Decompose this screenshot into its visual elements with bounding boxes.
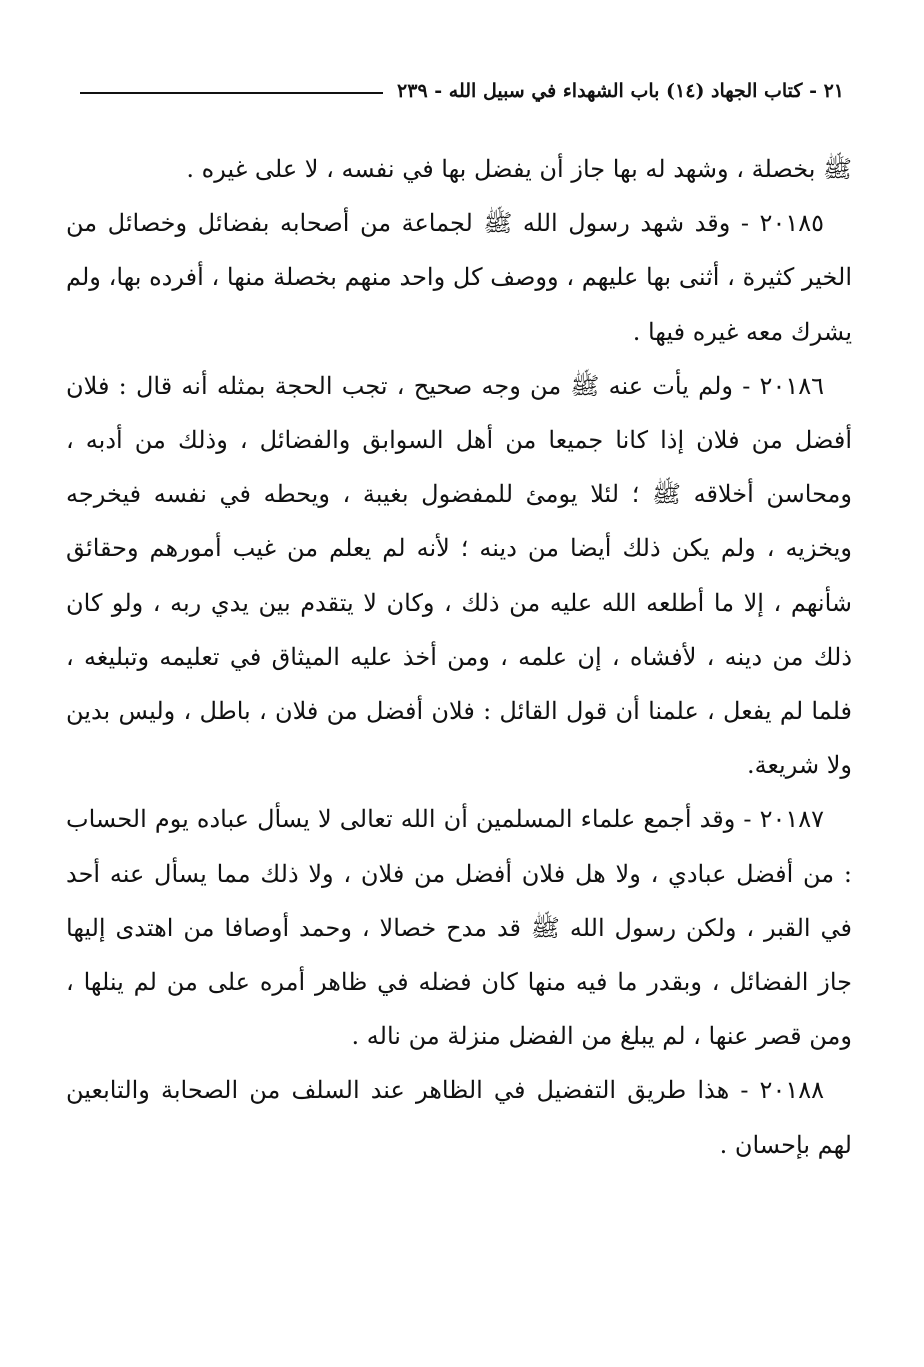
paragraph-20186: ٢٠١٨٦ - ولم يأت عنه ﷺ من وجه صحيح ، تجب الحجة بمثله أنه قال : فلان أفضل من فلان إذا كانا جميعا من أهل السوابق والفضائل ، وذلك من أدبه ، ومحاسن أخلاقه ﷺ ؛ لئلا يومئ للمفضول بغيبة ، ويحطه في نفسه فيخرجه ويخزيه ، ولم يكن ذلك أيضا من دينه ؛ لأنه لم يعلم من غيب أمورهم وحقائق شأنهم ، إلا ما أطلعه الله عليه من ذلك ، وكان لا يتقدم بين يدي ربه ، ولو كان ذلك من دينه ، لأفشاه ، إن علمه ، ومن أخذ عليه الميثاق في تعليمه وتبليغه ، فلما لم يفعل ، علمنا أن قول القائل : فلان أفضل من فلان ، باطل ، وليس بدين ولا شريعة. (66, 371, 852, 780)
running-header (80, 76, 844, 106)
header-rule (80, 92, 383, 94)
body-text (66, 142, 852, 1172)
paragraph-20187: ٢٠١٨٧ - وقد أجمع علماء المسلمين أن الله تعالى لا يسأل عباده يوم الحساب : من أفضل عبادي ، ولا هل فلان أفضل من فلان ، ولا ذلك مما يسأل عنه أحد في القبر ، ولكن رسول الله ﷺ قد مدح خصالا ، وحمد أوصافا من اهتدى إليها جاز الفضائل ، وبقدر ما فيه منها كان فضله في ظاهر أمره على من لم ينلها ، ومن قصر عنها ، لم يبلغ من الفضل منزلة من ناله . (66, 805, 852, 1051)
paragraph-20188: ٢٠١٨٨ - هذا طريق التفضيل في الظاهر عند السلف من الصحابة والتابعين لهم بإحسان . (66, 1076, 852, 1159)
paragraph-continuation: ﷺ بخصلة ، وشهد له بها جاز أن يفضل بها في نفسه ، لا على غيره . (186, 155, 852, 183)
paragraph-20185: ٢٠١٨٥ - وقد شهد رسول الله ﷺ لجماعة من أصحابه بفضائل وخصائل من الخير كثيرة ، أثنى بها عليهم ، ووصف كل واحد منهم بخصلة منها ، أفرده بها، ولم يشرك معه غيره فيها . (66, 209, 852, 346)
running-title: ٢١ - كتاب الجهاد (١٤) باب الشهداء في سبيل الله - ٢٣٩ (397, 80, 844, 102)
